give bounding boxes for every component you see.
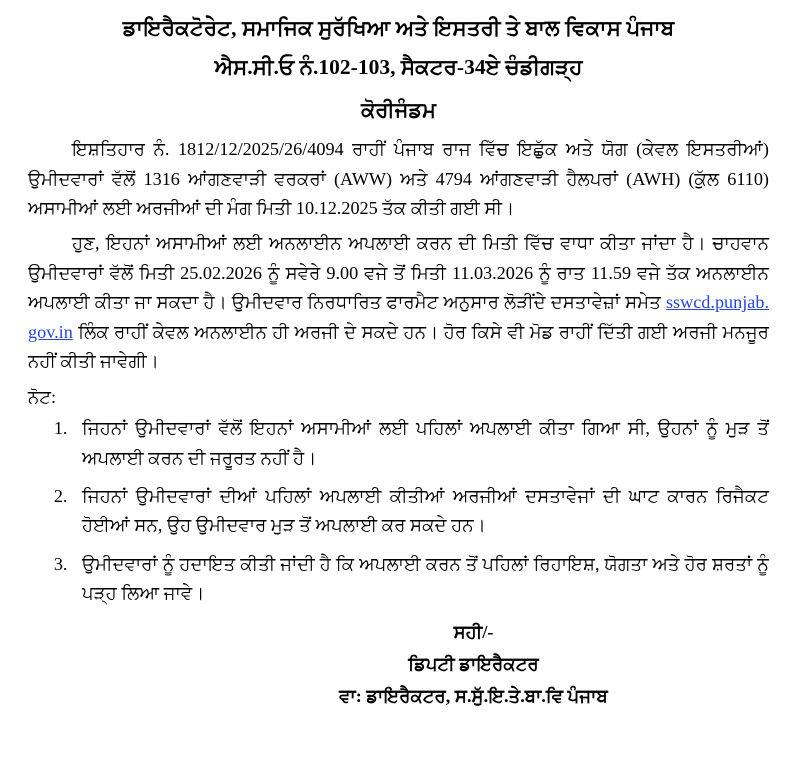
organization-name: ਡਾਇਰੈਕਟੋਰੇਟ, ਸਮਾਜਿਕ ਸੁਰੱਖਿਆ ਅਤੇ ਇਸਤਰੀ ਤੇ ਬਾਲ ਵਿਕਾਸ ਪੰਜਾਬ: [122, 16, 675, 40]
paragraph-date-extension-text-after-link: ਲਿੰਕ ਰਾਹੀਂ ਕੇਵਲ ਅਨਲਾਈਨ ਹੀ ਅਰਜੀ ਦੇ ਸਕਦੇ ਹਨ। ਹੋਰ ਕਿਸੇ ਵੀ ਮੋਡ ਰਾਹੀਂ ਦਿੱਤੀ ਗਈ ਅਰਜੀ ਮਨਜੂਰ ਨਹੀਂ ਕੀਤੀ ਜਾਵੇਗੀ।: [28, 321, 769, 372]
signature-sd: ਸਹੀ/-: [453, 621, 494, 642]
signature-designation: ਡਿਪਟੀ ਡਾਇਰੈਕਟਰ: [408, 654, 539, 675]
note-label: ਨੋਟ:: [28, 386, 57, 407]
page-title: ਕੋਰੀਜੰਡਮ: [361, 98, 436, 123]
paragraph-date-extension: [28, 229, 769, 376]
notes-list: [28, 414, 769, 609]
organization-address: ਐਸ.ਸੀ.ਓ ਨੰ.102-103, ਸੈਕਟਰ-34ਏ ਚੰਡੀਗੜ੍ਹ: [214, 55, 583, 80]
list-item: 2. ਜਿਹਨਾਂ ਉਮੀਦਵਾਰਾਂ ਦੀਆਂ ਪਹਿਲਾਂ ਅਪਲਾਈ ਕੀਤੀਆਂ ਅਰਜੀਆਂ ਦਸਤਾਵੇਜਾਂ ਦੀ ਘਾਟ ਕਾਰਨ ਰਿਜੈਕਟ ਹੋਈਆਂ ਸਨ, ਉਹ ਉਮੀਦਵਾਰ ਮੁੜ ਤੋਂ ਅਪਲਾਈ ਕਰ ਸਕਦੇ ਹਨ।: [72, 482, 769, 541]
paragraph-date-extension-text-before-link: ਹੁਣ, ਇਹਨਾਂ ਅਸਾਮੀਆਂ ਲਈ ਅਨਲਾਈਨ ਅਪਲਾਈ ਕਰਨ ਦੀ ਮਿਤੀ ਵਿੱਚ ਵਾਧਾ ਕੀਤਾ ਜਾਂਦਾ ਹੈ। ਚਾਹਵਾਨ ਉਮੀਦਵਾਰਾਂ ਵੱਲੋਂ ਮਿਤੀ 25.02.2026 ਨੂੰ ਸਵੇਰੇ 9.00 ਵਜੇ ਤੋਂ ਮਿਤੀ 11.03.2026 ਨੂੰ ਰਾਤ 11.59 ਵਜੇ ਤੱਕ ਅਨਲਾਈਨ ਅਪਲਾਈ ਕੀਤਾ ਜਾ ਸਕਦਾ ਹੈ। ਉਮੀਦਵਾਰ ਨਿਰਧਾਰਿਤ ਫਾਰਮੈਟ ਅਨੁਸਾਰ ਲੋੜੀਂਦੇ ਦਸਤਾਵੇਜ਼ਾਂ ਸਮੇਤ: [28, 233, 769, 313]
signature-block: [28, 618, 769, 711]
sswcd-portal-link[interactable]: sswcd.punjab.gov.in: [28, 292, 769, 342]
signature-office: ਵਾ: ਡਾਇਰੈਕਟਰ, ਸ.ਸੁੱ.ਇ.ਤੇ.ਬਾ.ਵਿ ਪੰਜਾਬ: [339, 686, 608, 707]
list-item: 1. ਜਿਹਨਾਂ ਉਮੀਦਵਾਰਾਂ ਵੱਲੋਂ ਇਹਨਾਂ ਅਸਾਮੀਆਂ ਲਈ ਪਹਿਲਾਂ ਅਪਲਾਈ ਕੀਤਾ ਗਿਆ ਸੀ, ਉਹਨਾਂ ਨੂੰ ਮੁੜ ਤੋਂ ਅਪਲਾਈ ਕਰਨ ਦੀ ਜਰੂਰਤ ਨਹੀਂ ਹੈ।: [72, 414, 769, 473]
list-item: 3. ਉਮੀਦਵਾਰਾਂ ਨੂੰ ਹਦਾਇਤ ਕੀਤੀ ਜਾਂਦੀ ਹੈ ਕਿ ਅਪਲਾਈ ਕਰਨ ਤੋਂ ਪਹਿਲਾਂ ਰਿਹਾਇਸ਼, ਯੋਗਤਾ ਅਤੇ ਹੋਰ ਸ਼ਰਤਾਂ ਨੂੰ ਪੜ੍ਹ ਲਿਆ ਜਾਵੇ।: [72, 550, 769, 609]
paragraph-advertisement-reference: ਇਸ਼ਤਿਹਾਰ ਨੰ. 1812/12/2025/26/4094 ਰਾਹੀਂ ਪੰਜਾਬ ਰਾਜ ਵਿੱਚ ਇਛੁੱਕ ਅਤੇ ਯੋਗ (ਕੇਵਲ ਇਸਤਰੀਆਂ) ਉਮੀਦਵਾਰਾਂ ਵੱਲੋਂ 1316 ਆਂਗਣਵਾੜੀ ਵਰਕਰਾਂ (AWW) ਅਤੇ 4794 ਆਂਗਣਵਾੜੀ ਹੈਲਪਰਾਂ (AWH) (ਕੁੱਲ 6110) ਅਸਾਮੀਆਂ ਲਈ ਅਰਜੀਆਂ ਦੀ ਮੰਗ ਮਿਤੀ 10.12.2025 ਤੱਕ ਕੀਤੀ ਗਈ ਸੀ।: [28, 139, 769, 218]
